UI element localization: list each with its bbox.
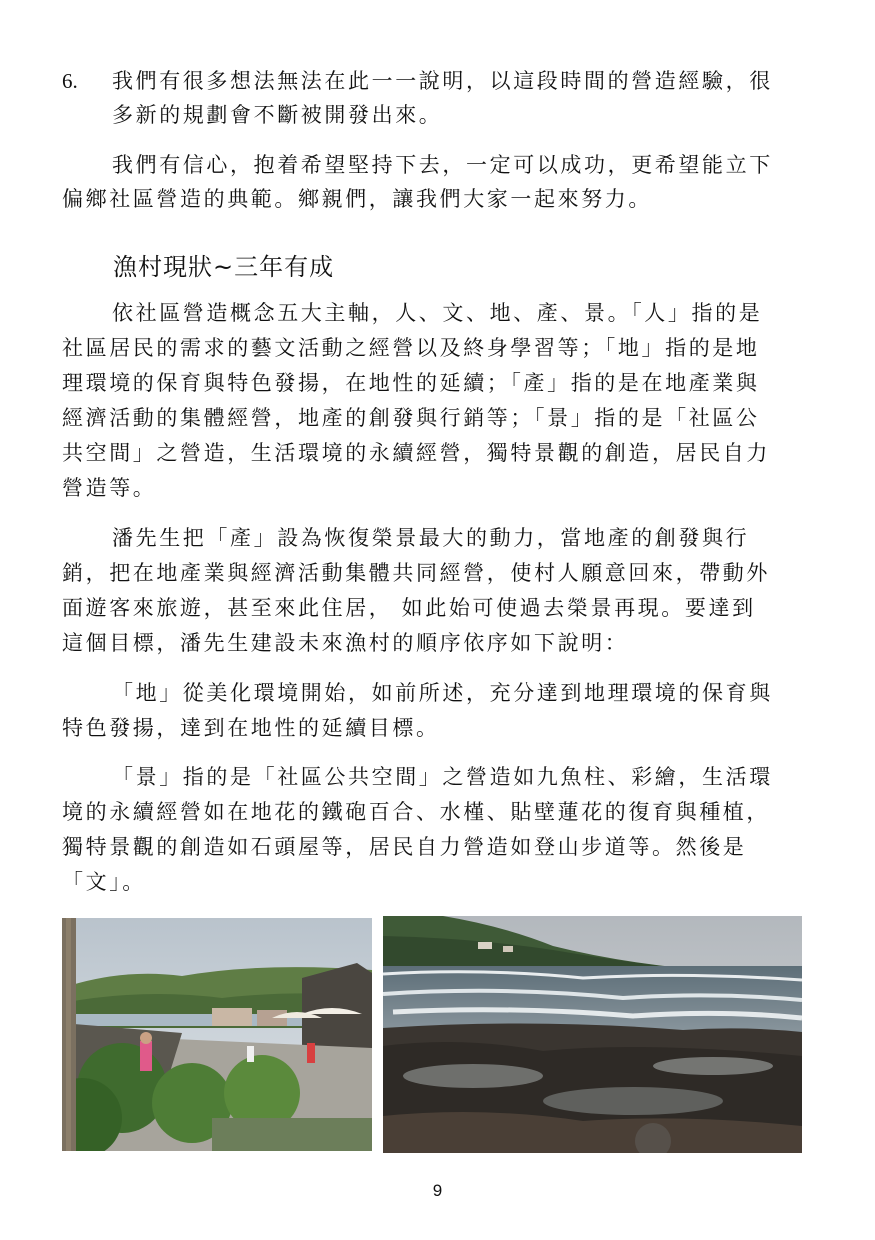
- para2-line: 潘先生把「產」設為恢復榮景最大的動力，當地產的創發與行: [112, 526, 750, 550]
- item6-line-1: 我們有很多想法無法在此一一說明，以這段時間的營造經驗，很: [112, 69, 773, 93]
- para1-line: 共空間」之營造，生活環境的永續經營，獨特景觀的創造，居民自力: [62, 441, 770, 465]
- para3-line: 特色發揚，達到在地性的延續目標。: [62, 716, 440, 740]
- para4-line: 境的永續經營如在地花的鐵砲百合、水槿、貼壁蓮花的復育與種植，: [62, 800, 770, 824]
- para2-line: 銷，把在地產業與經濟活動集體共同經營，使村人願意回來，帶動外: [62, 561, 770, 585]
- rocky-coast-photo: [383, 916, 802, 1153]
- para1-line: 經濟活動的集體經營，地產的創發與行銷等；「景」指的是「社區公: [62, 406, 760, 430]
- para4-line: 「景」指的是「社區公共空間」之營造如九魚柱、彩繪，生活環: [112, 765, 773, 789]
- page-number: 9: [432, 1181, 443, 1200]
- para3-line: 「地」從美化環境開始，如前所述，充分達到地理環境的保育與: [112, 681, 773, 705]
- list-number: 6.: [62, 69, 78, 93]
- para1-line: 理環境的保育與特色發揚，在地性的延續；「產」指的是在地產業與: [62, 371, 760, 395]
- closing-line-1: 我們有信心，抱着希望堅持下去，一定可以成功，更希望能立下: [112, 153, 773, 177]
- para4-line: 「文」。: [62, 870, 146, 894]
- para4-line: 獨特景觀的創造如石頭屋等，居民自力營造如登山步道等。然後是: [62, 835, 747, 859]
- village-street-photo: [62, 918, 372, 1151]
- para1-line: 依社區營造概念五大主軸，人、文、地、產、景。「人」指的是: [112, 301, 763, 325]
- item6-line-2: 多新的規劃會不斷被開發出來。: [112, 103, 443, 127]
- section-heading: 漁村現狀~三年有成: [113, 253, 335, 281]
- para2-line: 這個目標，潘先生建設未來漁村的順序依序如下說明：: [62, 631, 629, 655]
- closing-line-2: 偏鄉社區營造的典範。鄉親們，讓我們大家一起來努力。: [62, 187, 652, 211]
- para1-line: 營造等。: [62, 476, 157, 500]
- para2-line: 面遊客來旅遊，甚至來此住居， 如此始可使過去榮景再現。要達到: [62, 596, 756, 620]
- para1-line: 社區居民的需求的藝文活動之經營以及終身學習等；「地」指的是地: [62, 336, 760, 360]
